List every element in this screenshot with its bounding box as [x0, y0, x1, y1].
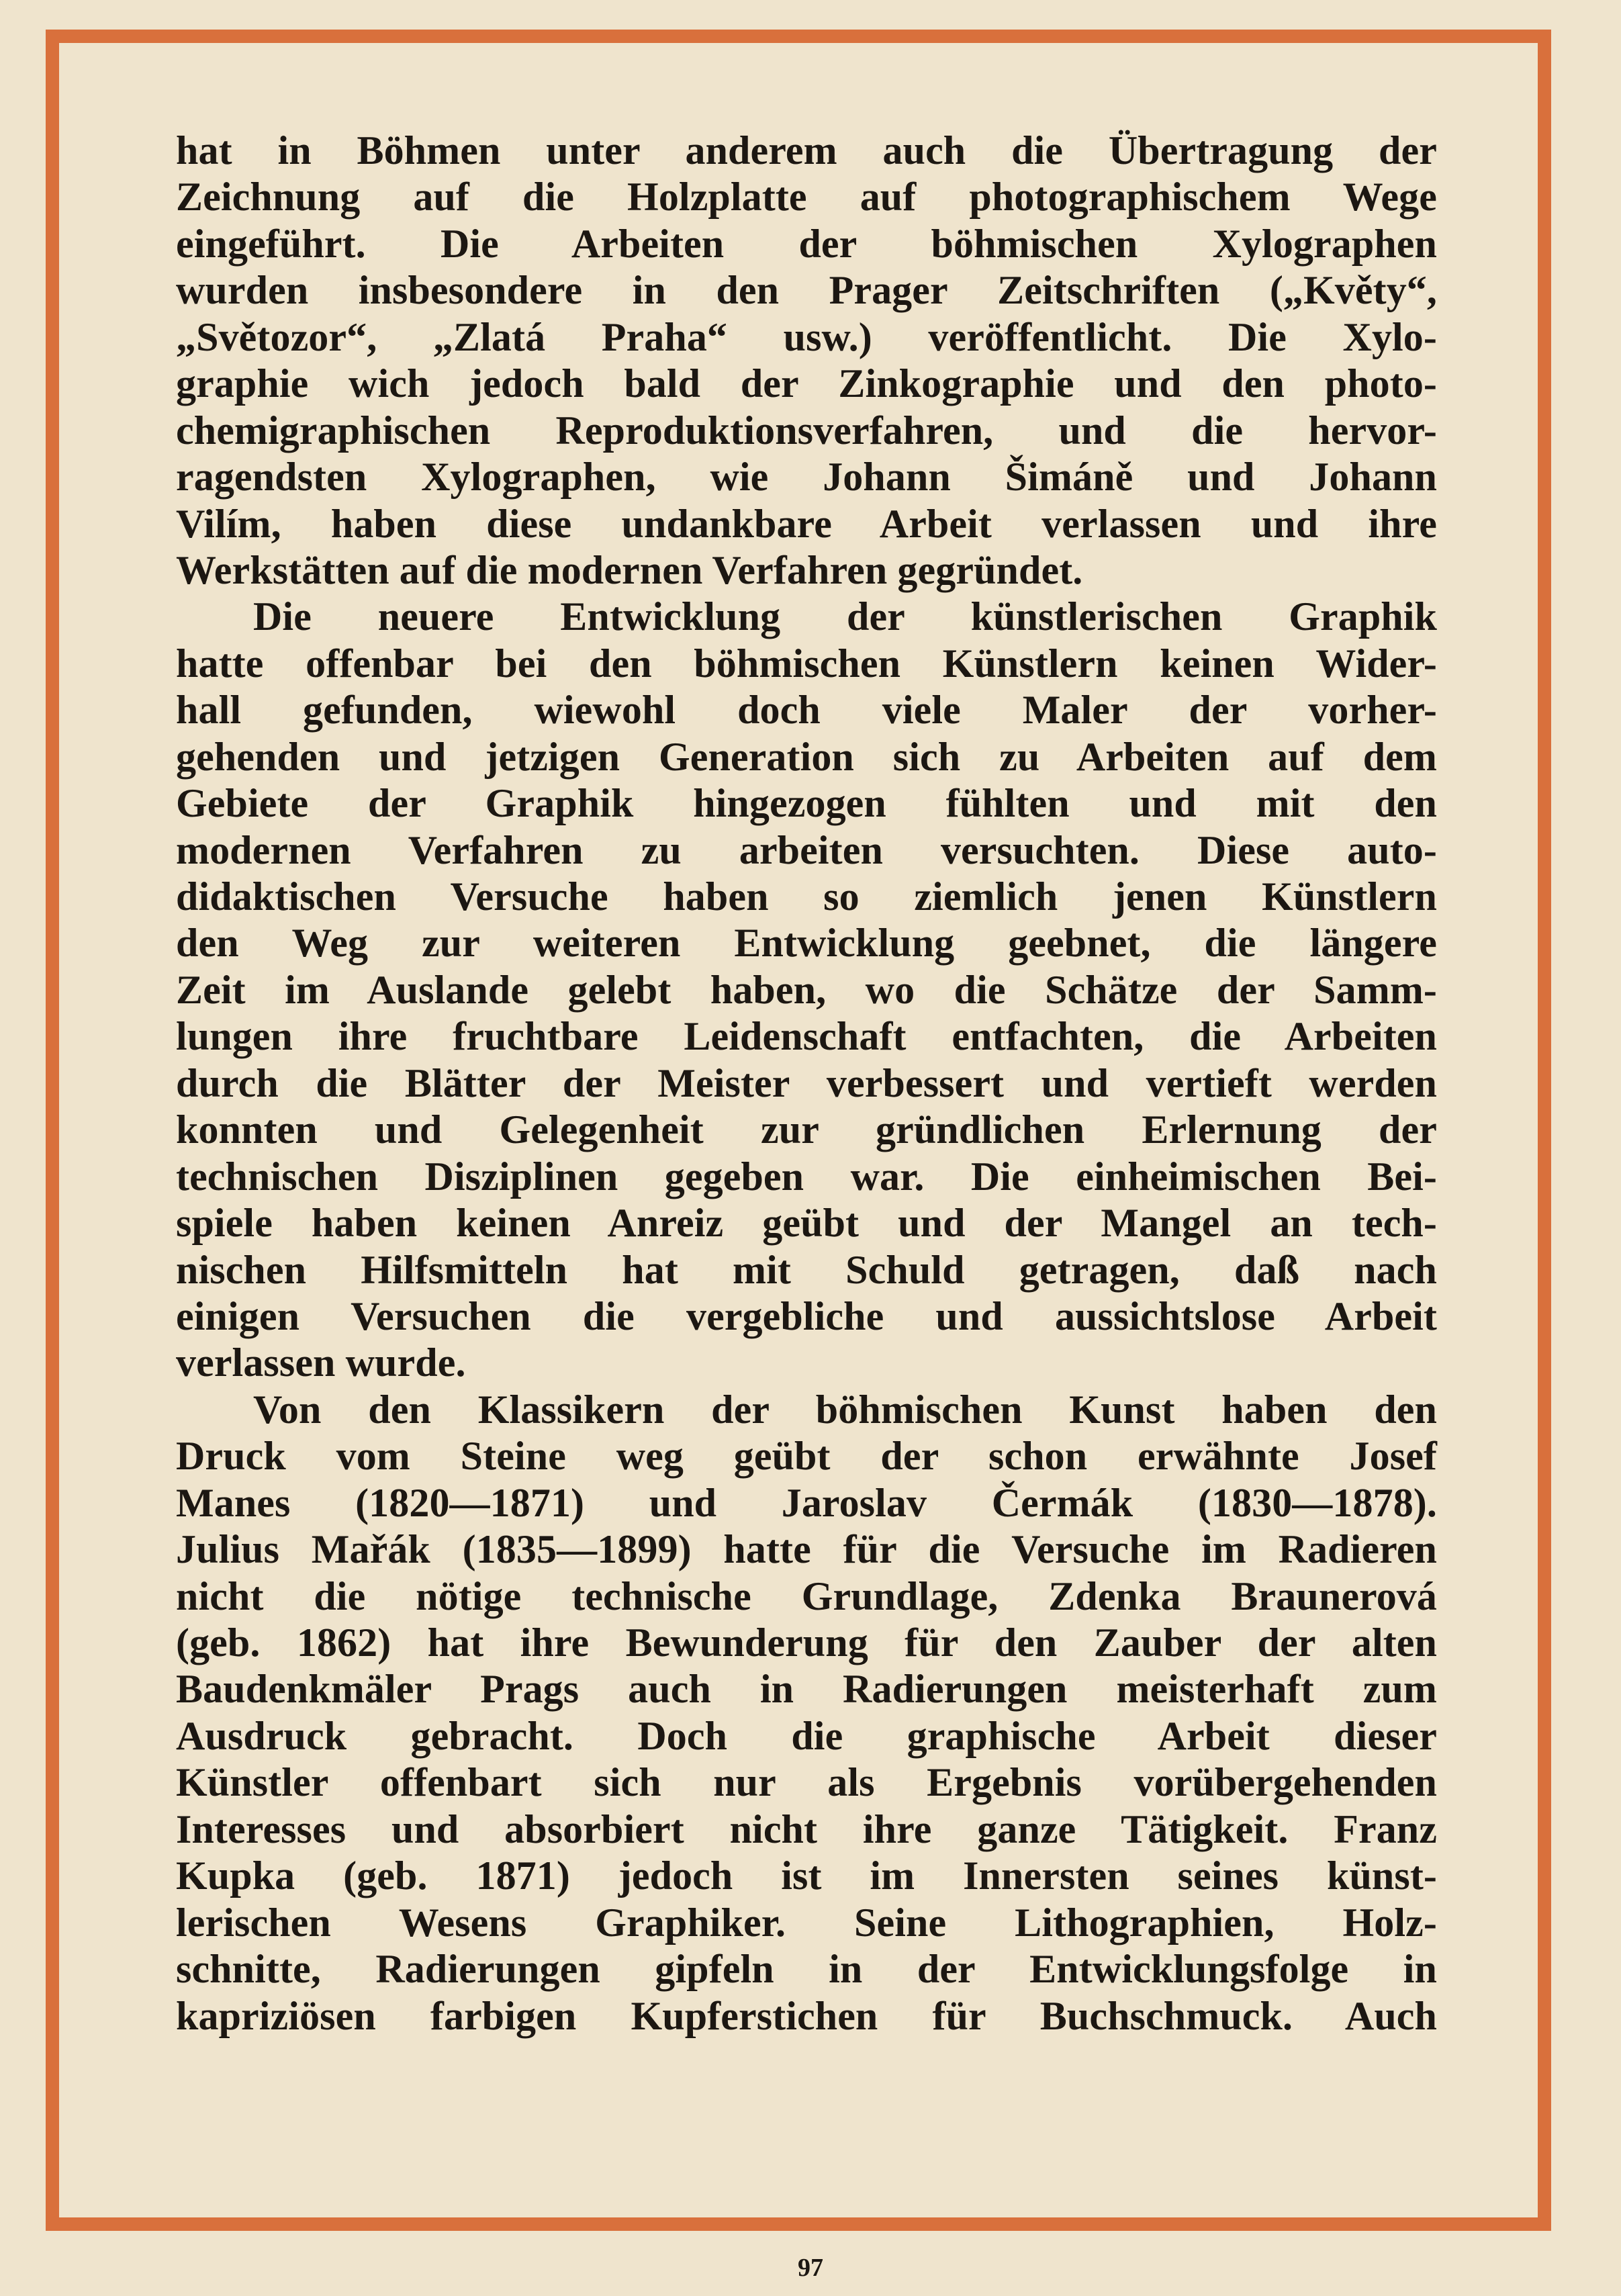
text-line: lungen ihre fruchtbare Leidenschaft entfachten, die Arbeiten — [176, 1014, 1437, 1059]
text-line: „Světozor“, „Zlatá Praha“ usw.) veröffentlicht. Die Xylo- — [176, 314, 1437, 359]
text-line: eingeführt. Die Arbeiten der böhmischen Xylographen — [176, 221, 1437, 266]
text-line: hat in Böhmen unter anderem auch die Übertragung der — [176, 128, 1437, 173]
text-line: Gebiete der Graphik hingezogen fühlten und mit den — [176, 781, 1437, 826]
text-line: Zeit im Auslande gelebt haben, wo die Schätze der Samm- — [176, 967, 1437, 1012]
text-line: durch die Blätter der Meister verbessert und vertieft werden — [176, 1060, 1437, 1105]
text-line: Baudenkmäler Prags auch in Radierungen meisterhaft zum — [176, 1667, 1437, 1712]
text-line: hall gefunden, wiewohl doch viele Maler der vorher- — [176, 688, 1437, 733]
text-line: spiele haben keinen Anreiz geübt und der Mangel an tech- — [176, 1201, 1437, 1246]
text-line: Julius Mařák (1835—1899) hatte für die Versuche im Radieren — [176, 1527, 1437, 1572]
text-line: modernen Verfahren zu arbeiten versuchten. Diese auto- — [176, 827, 1437, 872]
text-line: hatte offenbar bei den böhmischen Künstlern keinen Wider- — [176, 641, 1437, 686]
text-line: Kupka (geb. 1871) jedoch ist im Innersten seines künst- — [176, 1853, 1437, 1898]
text-line: den Weg zur weiteren Entwicklung geebnet, die längere — [176, 921, 1437, 966]
text-line: didaktischen Versuche haben so ziemlich jenen Künstlern — [176, 874, 1437, 919]
text-line: Manes (1820—1871) und Jaroslav Čermák (1830—1878). — [176, 1480, 1437, 1525]
text-line: Interesses und absorbiert nicht ihre ganze Tätigkeit. Franz — [176, 1806, 1437, 1851]
text-line: chemigraphischen Reproduktionsverfahren, und die hervor- — [176, 408, 1437, 453]
text-line: Künstler offenbart sich nur als Ergebnis vorübergehenden — [176, 1760, 1437, 1805]
text-line: Ausdruck gebracht. Doch die graphische Arbeit dieser — [176, 1713, 1437, 1758]
text-line: Vilím, haben diese undankbare Arbeit verlassen und ihre — [176, 501, 1437, 546]
text-line: Zeichnung auf die Holzplatte auf photographischem Wege — [176, 175, 1437, 220]
text-line: ragendsten Xylographen, wie Johann Šimáně und Johann — [176, 455, 1437, 500]
text-line: Werkstätten auf die modernen Verfahren gegründet. — [176, 547, 1083, 592]
text-line: (geb. 1862) hat ihre Bewunderung für den Zauber der alten — [176, 1620, 1437, 1665]
text-line: lerischen Wesens Graphiker. Seine Lithographien, Holz- — [176, 1900, 1437, 1945]
text-line: nischen Hilfsmitteln hat mit Schuld getragen, daß nach — [176, 1247, 1437, 1292]
body-text — [176, 128, 1437, 2039]
text-line: kapriziösen farbigen Kupferstichen für Buchschmuck. Auch — [176, 1993, 1437, 2038]
text-line: konnten und Gelegenheit zur gründlichen Erlernung der — [176, 1107, 1437, 1152]
text-line: gehenden und jetzigen Generation sich zu Arbeiten auf dem — [176, 734, 1437, 779]
text-line: Druck vom Steine weg geübt der schon erwähnte Josef — [176, 1434, 1437, 1479]
paragraph-first-line: Die neuere Entwicklung der künstlerischen Graphik — [253, 594, 1437, 639]
text-line: einigen Versuchen die vergebliche und aussichtslose Arbeit — [176, 1293, 1437, 1338]
text-line: wurden insbesondere in den Prager Zeitschriften („Květy“, — [176, 268, 1437, 313]
text-line: nicht die nötige technische Grundlage, Zdenka Braunerová — [176, 1573, 1437, 1618]
text-line: technischen Disziplinen gegeben war. Die einheimischen Bei- — [176, 1154, 1437, 1199]
paragraph-first-line: Von den Klassikern der böhmischen Kunst haben den — [253, 1387, 1437, 1432]
text-line: graphie wich jedoch bald der Zinkographie und den photo- — [176, 361, 1437, 406]
text-line: schnitte, Radierungen gipfeln in der Entwicklungsfolge in — [176, 1947, 1437, 1992]
text-line: verlassen wurde. — [176, 1340, 466, 1385]
page-number: 97 — [798, 2254, 823, 2282]
